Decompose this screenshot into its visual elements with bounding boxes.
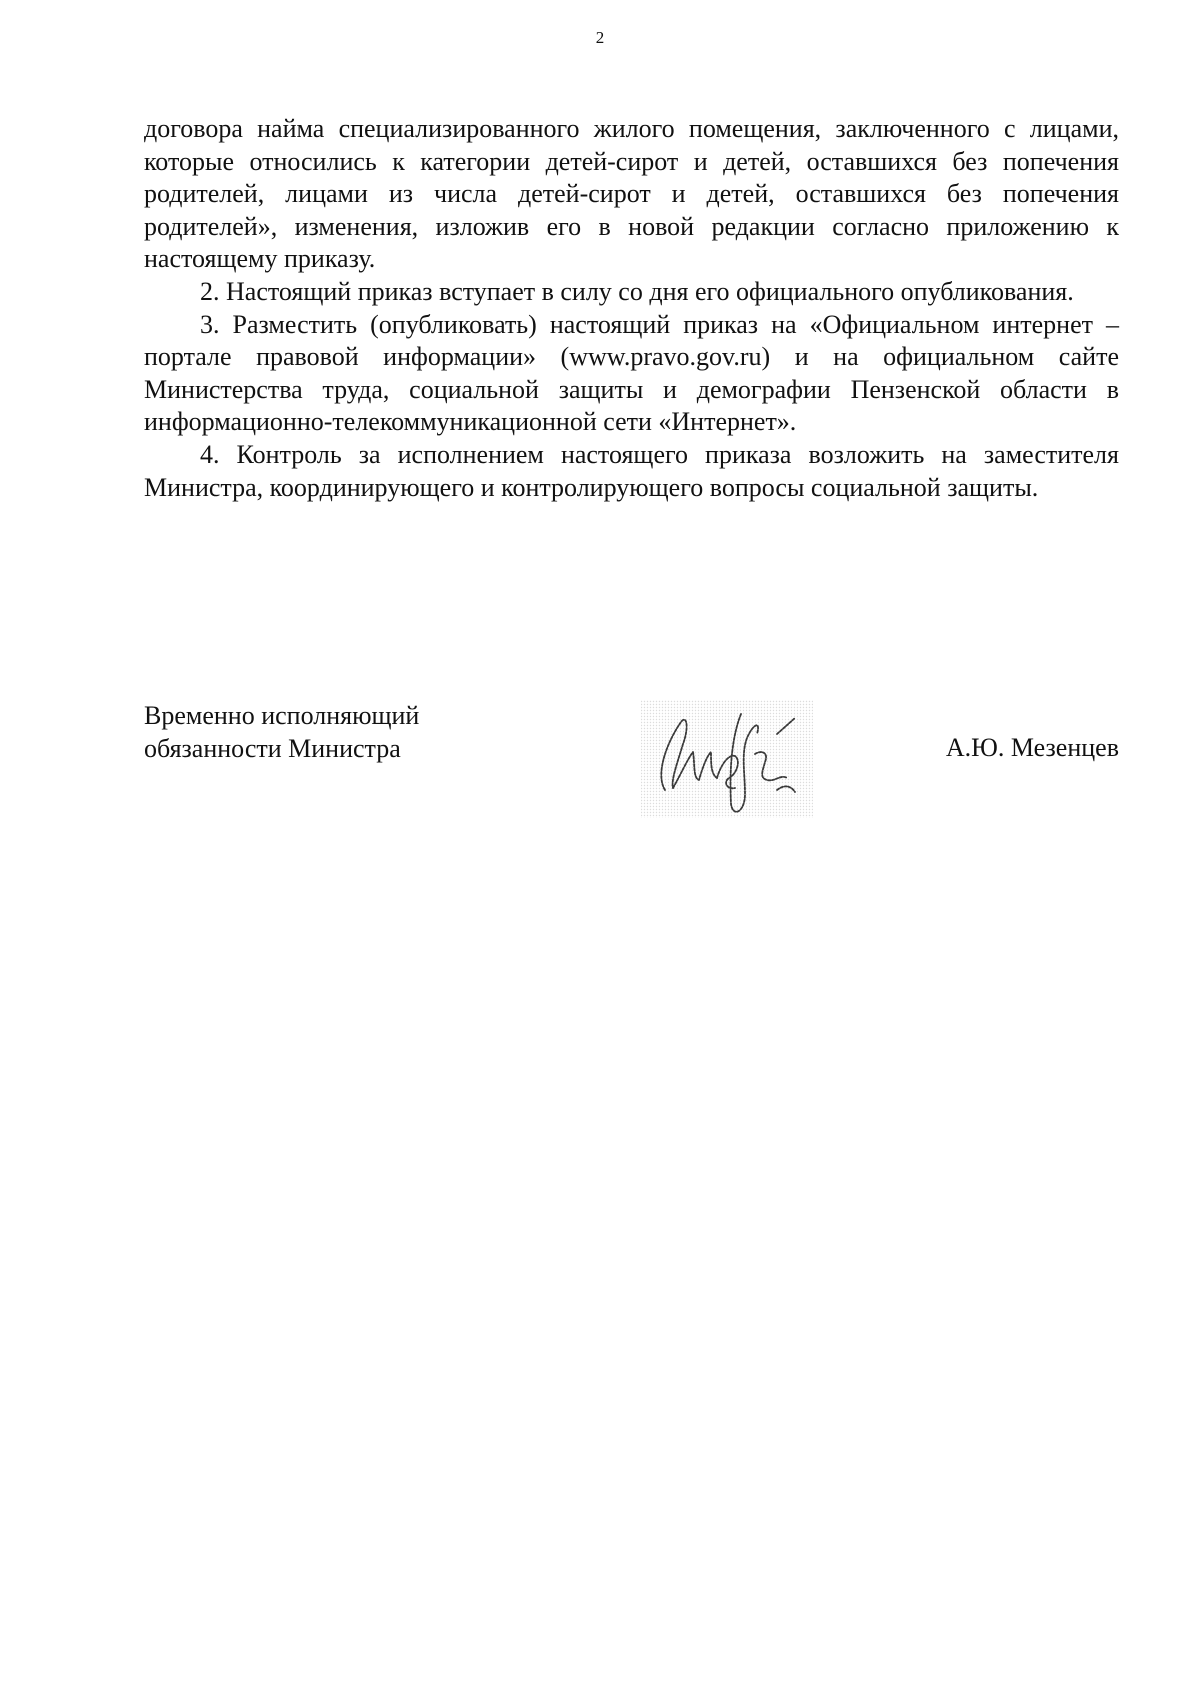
paragraph-item-3: 3. Разместить (опубликовать) настоящий приказ на «Официальном интернет – портале правовой информации» (www.pravo.gov.ru) и на официальном сайте Министерства труда, социальной защиты и демографии Пензенской области в информационно-телекоммуникационной сети «Интернет». xyxy=(144,309,1119,437)
paragraph-item-2: 2. Настоящий приказ вступает в силу со дня его официального опубликования. xyxy=(200,276,1074,306)
signatory-title-line-2: обязанности Министра xyxy=(144,733,401,763)
signatory-title-line-1: Временно исполняющий xyxy=(144,701,420,730)
paragraph-continuation: договора найма специализированного жилого помещения, заключенного с лицами, которые относились к категории детей-сирот и детей, оставшихся без попечения родителей, лицами из числа детей-сирот и детей, оставшихся без попечения родителей», изменения, изложив его в новой редакции согласно приложению к настоящему приказу. xyxy=(144,114,1119,274)
document-body xyxy=(144,113,1119,504)
signatory-title xyxy=(144,700,419,765)
signatory-name: А.Ю. Мезенцев xyxy=(945,733,1119,762)
page-number: 2 xyxy=(595,28,605,47)
paragraph-item-4: 4. Контроль за исполнением настоящего приказа возложить на заместителя Министра, координирующего и контролирующего вопросы социальной защиты. xyxy=(144,439,1119,502)
signature-block xyxy=(144,700,1119,820)
handwritten-signature-icon xyxy=(637,694,817,824)
